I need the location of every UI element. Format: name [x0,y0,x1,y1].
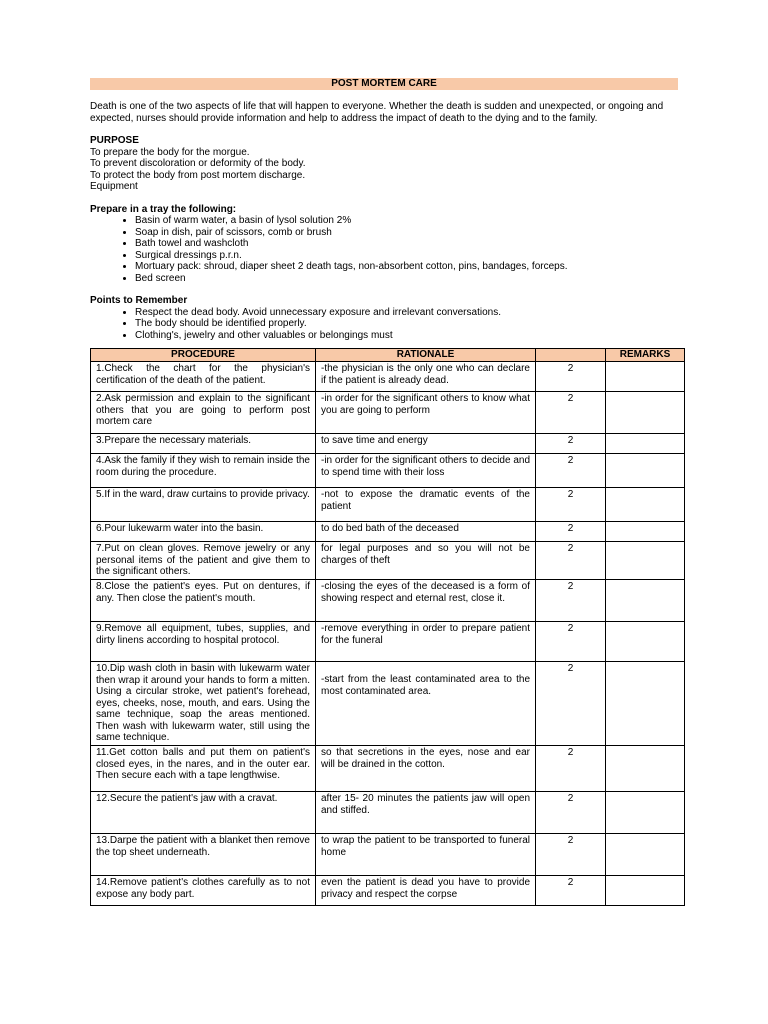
rationale-column-header: RATIONALE [316,349,536,362]
procedure-cell: 14.Remove patient's clothes carefully as to not expose any body part. [91,876,316,906]
score-cell: 2 [536,834,606,876]
procedure-cell: 6.Pour lukewarm water into the basin. [91,522,316,542]
points-heading: Points to Remember [90,295,188,306]
rationale-cell: -the physician is the only one who can declare if the patient is already dead. [316,362,536,392]
procedure-table [90,348,685,906]
table-row [91,522,685,542]
remarks-cell [606,622,685,662]
table-row [91,362,685,392]
score-cell: 2 [536,746,606,792]
procedure-cell: 4.Ask the family if they wish to remain inside the room during the procedure. [91,454,316,488]
list-item: • Bath towel and washcloth [135,238,678,250]
remarks-cell [606,746,685,792]
list-item: • Soap in dish, pair of scissors, comb or brush [135,227,678,239]
table-row [91,834,685,876]
table-row [91,792,685,834]
procedure-cell: 13.Darpe the patient with a blanket then remove the top sheet underneath. [91,834,316,876]
score-cell: 2 [536,392,606,434]
points-list [90,307,678,342]
table-row [91,746,685,792]
remarks-cell [606,876,685,906]
procedure-cell: 12.Secure the patient's jaw with a cravat. [91,792,316,834]
rationale-cell: to wrap the patient to be transported to funeral home [316,834,536,876]
score-cell: 2 [536,792,606,834]
rationale-cell: -remove everything in order to prepare patient for the funeral [316,622,536,662]
remarks-cell [606,542,685,580]
remarks-cell [606,392,685,434]
procedure-column-header: PROCEDURE [91,349,316,362]
prepare-heading: Prepare in a tray the following: [90,203,237,215]
score-cell: 2 [536,434,606,454]
table-header-row [91,349,685,362]
prepare-list [90,215,678,284]
remarks-cell [606,434,685,454]
list-item: • Basin of warm water, a basin of lysol solution 2% [135,215,678,227]
list-item: • Bed screen [135,273,678,285]
rationale-cell: to save time and energy [316,434,536,454]
score-cell: 2 [536,362,606,392]
remarks-cell [606,834,685,876]
score-cell: 2 [536,876,606,906]
score-column-header [536,349,606,362]
purpose-heading: PURPOSE [90,135,139,146]
score-cell: 2 [536,454,606,488]
purpose-line: To prepare the body for the morgue. [90,146,250,158]
procedure-cell: 5.If in the ward, draw curtains to provide privacy. [91,488,316,522]
purpose-line: To prevent discoloration or deformity of the body. [90,158,306,169]
rationale-cell: -start from the least contaminated area to the most contaminated area. [316,662,536,746]
table-row [91,662,685,746]
table-row [91,622,685,662]
rationale-cell: to do bed bath of the deceased [316,522,536,542]
rationale-cell: -not to expose the dramatic events of the patient [316,488,536,522]
rationale-cell: for legal purposes and so you will not be charges of theft [316,542,536,580]
list-item: • Surgical dressings p.r.n. [135,250,678,262]
equipment-label: Equipment [90,181,138,192]
procedure-cell: 7.Put on clean gloves. Remove jewelry or any personal items of the patient and give them to the significant others. [91,542,316,580]
page-title: POST MORTEM CARE [90,78,678,90]
procedure-cell: 2.Ask permission and explain to the significant others that you are going to perform post mortem care [91,392,316,434]
rationale-cell: so that secretions in the eyes, nose and ear will be drained in the cotton. [316,746,536,792]
score-cell: 2 [536,522,606,542]
table-row [91,454,685,488]
table-row [91,488,685,522]
score-cell: 2 [536,488,606,522]
score-cell: 2 [536,542,606,580]
remarks-cell [606,488,685,522]
purpose-line: To protect the body from post mortem discharge. [90,169,306,181]
rationale-cell: -closing the eyes of the deceased is a form of showing respect and eternal rest, close it. [316,580,536,622]
procedure-cell: 11.Get cotton balls and put them on patient's closed eyes, in the nares, and in the outer ear. Then secure each with a tape lengthwise. [91,746,316,792]
score-cell: 2 [536,580,606,622]
remarks-cell [606,454,685,488]
table-row [91,580,685,622]
rationale-cell: -in order for the significant others to know what you are going to perform [316,392,536,434]
procedure-cell: 3.Prepare the necessary materials. [91,434,316,454]
procedure-cell: 1.Check the chart for the physician's certification of the death of the patient. [91,362,316,392]
score-cell: 2 [536,662,606,746]
rationale-cell: -in order for the significant others to decide and to spend time with their loss [316,454,536,488]
remarks-cell [606,580,685,622]
remarks-cell [606,522,685,542]
remarks-column-header: REMARKS [606,349,685,362]
table-row [91,542,685,580]
list-item: • Mortuary pack: shroud, diaper sheet 2 death tags, non-absorbent cotton, pins, bandages, forceps. [135,261,678,273]
score-cell: 2 [536,622,606,662]
list-item: • Clothing's, jewelry and other valuables or belongings must [135,330,678,342]
remarks-cell [606,362,685,392]
rationale-cell: even the patient is dead you have to provide privacy and respect the corpse [316,876,536,906]
procedure-cell: 8.Close the patient's eyes. Put on dentures, if any. Then close the patient's mouth. [91,580,316,622]
remarks-cell [606,792,685,834]
list-item: • The body should be identified properly. [135,318,678,330]
table-row [91,876,685,906]
document-body [90,78,678,341]
procedure-cell: 9.Remove all equipment, tubes, supplies, and dirty linens according to hospital protocol. [91,622,316,662]
table-row [91,392,685,434]
table-row [91,434,685,454]
rationale-cell: after 15- 20 minutes the patients jaw will open and stiffed. [316,792,536,834]
procedure-table-body [91,362,685,906]
list-item: • Respect the dead body. Avoid unnecessary exposure and irrelevant conversations. [135,307,678,319]
procedure-cell: 10.Dip wash cloth in basin with lukewarm water then wrap it around your hands to form a mitten. Using a circular stroke, wet patient's forehead, eyes, cheeks, nose, mouth, and ears. Using the same technique, soap the areas mentioned. Then wash with lukewarm water, still using the same technique. [91,662,316,746]
intro-paragraph: Death is one of the two aspects of life that will happen to everyone. Whether the death is sudden and unexpected, or ongoing and expected, nurses should provide information and help to address the impact of death to the dying and to the family. [90,101,664,124]
remarks-cell [606,662,685,746]
